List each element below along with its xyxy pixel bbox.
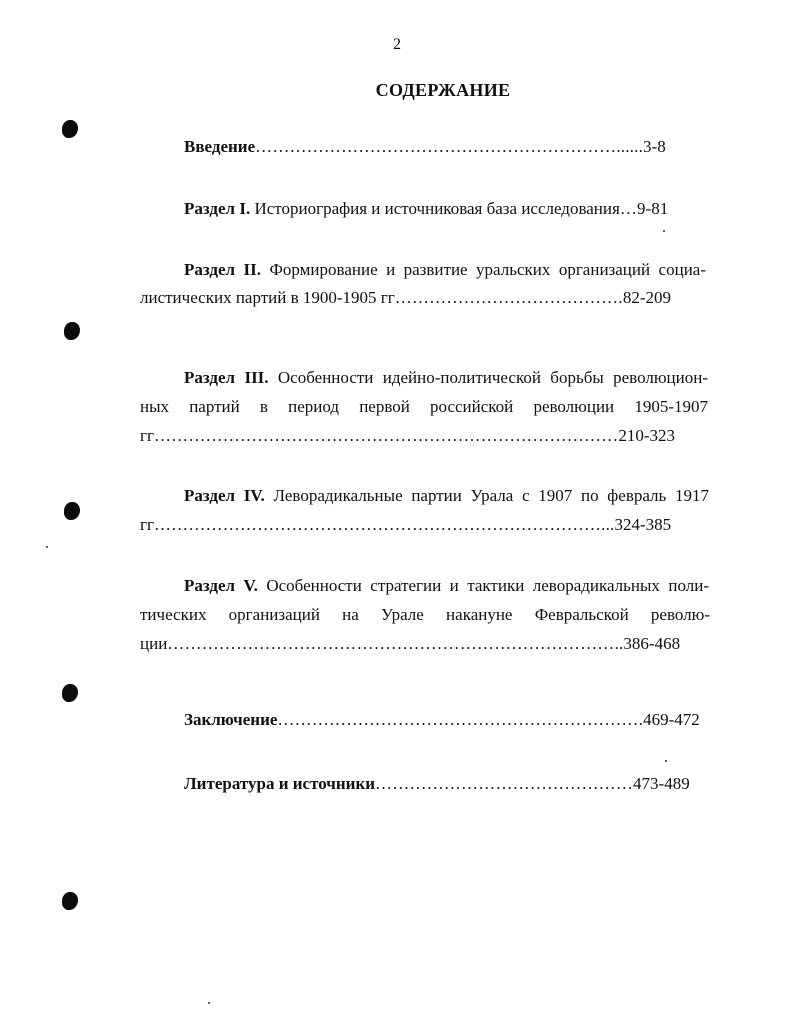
- punch-hole-mark: [62, 892, 78, 910]
- toc-entry-section-5-line-2: [140, 605, 710, 625]
- section-title: Историография и источниковая база исследования: [254, 199, 620, 218]
- toc-entry-title: Введение: [184, 137, 256, 156]
- toc-entry-section-5-line-1: [184, 576, 709, 596]
- scan-speck: [46, 546, 48, 548]
- section-label: Раздел III.: [184, 368, 269, 387]
- section-label: Раздел IV.: [184, 486, 265, 505]
- section-label: Раздел I.: [184, 199, 251, 218]
- page-range: 473-489: [633, 774, 690, 793]
- scan-speck: [665, 760, 667, 762]
- section-title-cont: гг: [140, 515, 154, 534]
- section-title-cont: гг: [140, 426, 154, 445]
- leader-dots: ……………………………………………………….: [277, 710, 644, 729]
- contents-heading: СОДЕРЖАНИЕ: [375, 80, 511, 100]
- page-range: 469-472: [643, 710, 700, 729]
- toc-entry-section-3-line-1: [184, 368, 708, 388]
- toc-entry-section-5-line-3: [140, 634, 700, 654]
- section-title: Особенности идейно-политической борьбы революцион-: [277, 368, 708, 387]
- page-range: 3-8: [643, 137, 666, 156]
- section-title-cont: ции: [140, 634, 168, 653]
- toc-entry-section-1: [184, 199, 694, 219]
- section-title-cont: ных партий в период первой российской революции 1905-1907: [140, 397, 708, 416]
- punch-hole-mark: [62, 120, 78, 138]
- scan-speck: [208, 1002, 210, 1004]
- page-range: 386-468: [623, 634, 681, 653]
- page-range: 210-323: [618, 426, 676, 445]
- toc-entry-section-2-line-1: [184, 260, 706, 280]
- section-title: Леворадикальные партии Урала с 1907 по февраль 1917: [273, 486, 709, 505]
- leader-dots: ………………………………………: [375, 774, 634, 793]
- toc-entry-literature: [184, 774, 704, 794]
- section-label: Раздел V.: [184, 576, 258, 595]
- page-range: 324-385: [614, 515, 672, 534]
- punch-hole-mark: [62, 684, 78, 702]
- toc-entry-section-3-line-3: [140, 426, 700, 446]
- toc-entry-section-2-line-2: [140, 288, 700, 308]
- leader-dots: ……………………………………………………………………..: [167, 634, 624, 653]
- page-range: 82-209: [622, 288, 671, 307]
- page-number: 2: [393, 36, 401, 53]
- scan-speck: [663, 230, 665, 232]
- toc-entry-title: Литература и источники: [184, 774, 376, 793]
- leader-dots: ………………………………………………………………………: [153, 426, 619, 445]
- leader-dots: ……………………………………………………………………...: [153, 515, 615, 534]
- page-range: 9-81: [637, 199, 669, 218]
- section-title: Особенности стратегии и тактики леворадикальных поли-: [266, 576, 709, 595]
- punch-hole-mark: [64, 322, 80, 340]
- section-title-cont: тических организаций на Урале накануне Февральской револю-: [140, 605, 710, 624]
- toc-entry-section-3-line-2: [140, 397, 708, 417]
- section-title-cont: листических партий в 1900-1905 гг: [140, 288, 395, 307]
- section-label: Раздел II.: [184, 260, 262, 279]
- section-title: Формирование и развитие уральских организаций социа-: [269, 260, 706, 279]
- leader-dots: ………………………………….: [394, 288, 623, 307]
- leader-dots: ………………………………………………………......: [255, 137, 644, 156]
- toc-entry-conclusion: [184, 710, 704, 730]
- punch-hole-mark: [64, 502, 80, 520]
- toc-entry-section-4-line-2: [140, 515, 700, 535]
- leader-dots: …: [619, 199, 638, 218]
- toc-entry-title: Заключение: [184, 710, 278, 729]
- toc-entry-intro: [184, 137, 674, 157]
- toc-entry-section-4-line-1: [184, 486, 709, 506]
